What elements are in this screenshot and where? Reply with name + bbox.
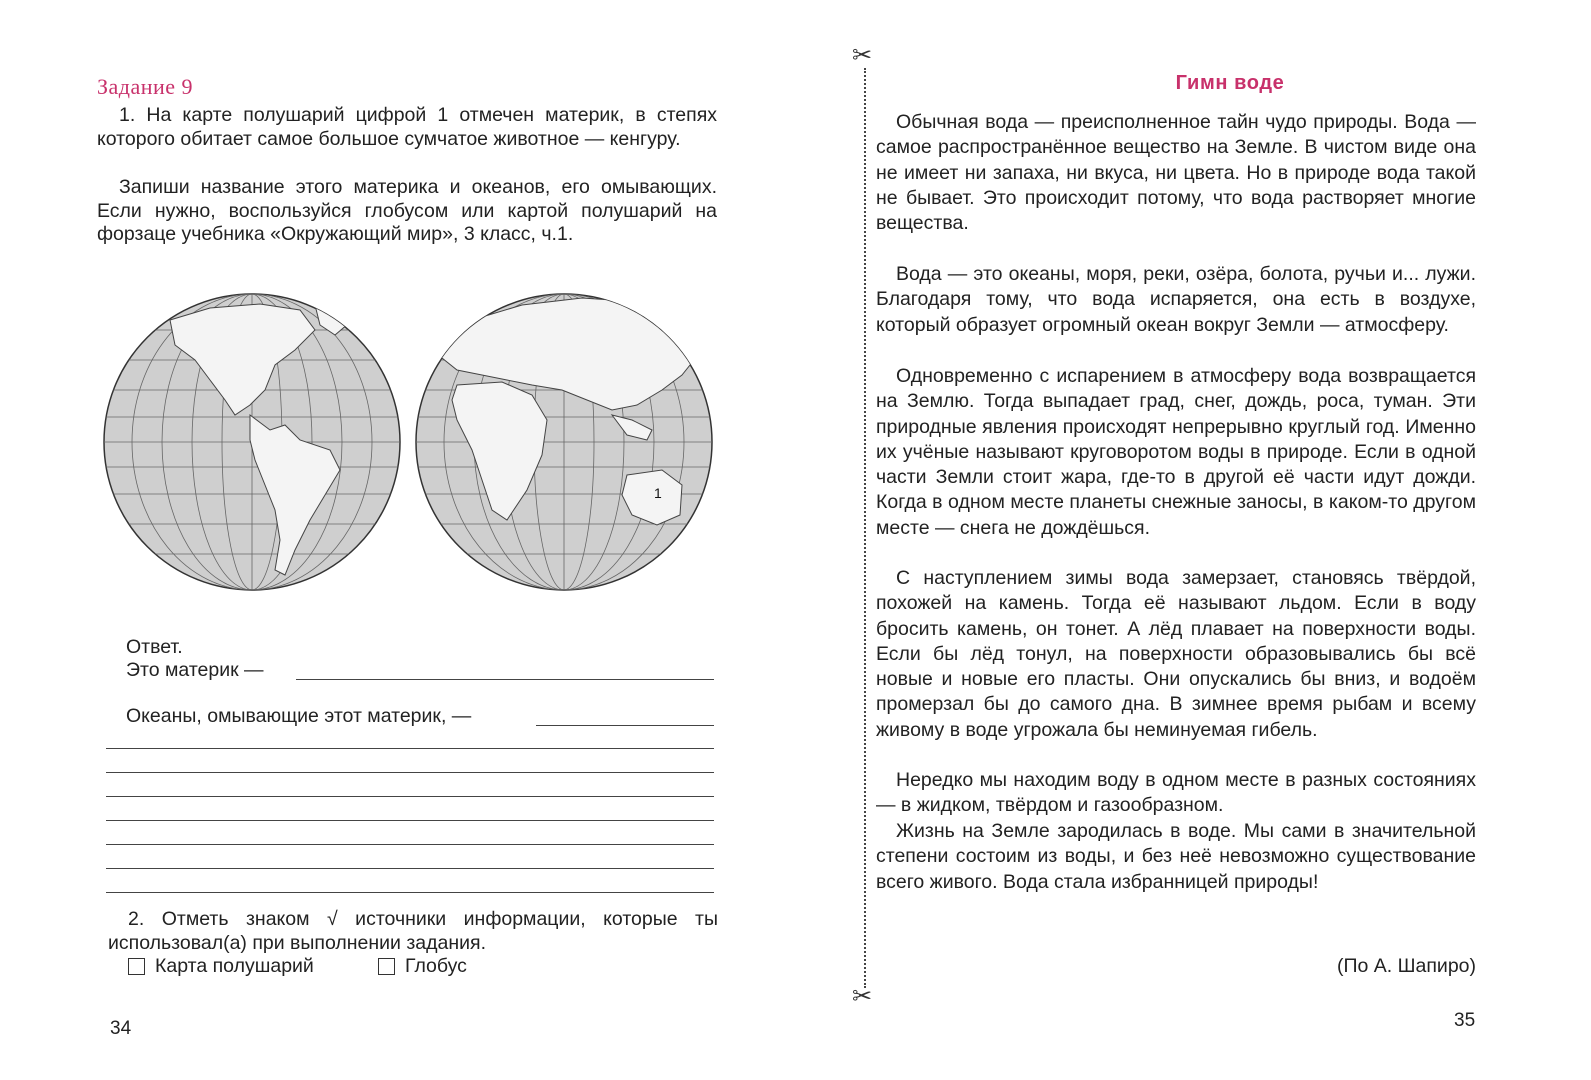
answer-label: Ответ. [126,636,183,658]
answer-line[interactable] [106,820,714,821]
answer-line[interactable] [106,844,714,845]
hemispheres-map [100,290,720,600]
author-credit: (По А. Шапиро) [1337,955,1476,977]
task-instruction-2: Запиши название этого материка и океанов, его омывающих. Если нужно, воспользуйся глобусом или картой полушарий на форзаце учебника «Окружающий мир», 3 класс, ч.1. [97,176,717,245]
text-title: Гимн воде [1175,72,1285,94]
scissors-icon: ✂ [852,983,873,1010]
checkbox[interactable] [378,958,395,975]
checkbox-map-option[interactable] [128,955,314,978]
text-paragraph-5: Нередко мы находим воду в одном месте в разных состояниях — в жидком, твёрдом и газообразном. [876,769,1476,817]
checkbox-globe-option[interactable] [378,955,467,978]
text-paragraph-2: Вода — это океаны, моря, реки, озёра, болота, ручьи и... лужи. Благодаря тому, что вода испаряется, она есть в воздухе, который образует огромный океан вокруг Земли — атмосферу. [876,263,1476,336]
answer-continent-label: Это материк — [126,659,264,681]
checkbox-map-label: Карта полушарий [155,955,314,977]
text-paragraph-3: Одновременно с испарением в атмосферу вода возвращается на Землю. Тогда выпадает град, снег, дождь, роса, туман. Эти природные явления происходят непрерывно круглый год. Именно их учёные называют круговоротом воды в природе. Если в одной части Земли стоит жара, где-то в другой её части идут дожди. Когда в одном месте планеты снежные заносы, в каком-то другом месте — снега не дождёшься. [876,365,1476,539]
text-paragraph-6: Жизнь на Земле зародилась в воде. Мы сами в значительной степени состоим из воды, и без неё невозможно существование всего живого. Вода стала избранницей природы! [876,820,1476,893]
answer-oceans-label: Океаны, омывающие этот материк, — [126,705,472,727]
western-hemisphere-globe [100,290,405,595]
page-number-right: 35 [1454,1010,1476,1031]
answer-line[interactable] [106,796,714,797]
task-question-2: 2. Отметь знаком √ источники информации, которые ты использовал(а) при выполнении задания. [108,908,718,954]
answer-line[interactable] [106,748,714,749]
eastern-hemisphere-globe [412,290,717,595]
text-paragraph-1: Обычная вода — преисполненное тайн чудо природы. Вода — самое распространённое вещество на Земле. В чистом виде она не имеет ни запаха, ни вкуса, ни цвета. Но в природе вода такой не бывает. Это происходит потому, что вода растворяет многие вещества. [876,111,1476,235]
task-title: Задание 9 [97,74,194,99]
answer-line[interactable] [106,772,714,773]
answer-line[interactable] [106,892,714,893]
checkbox[interactable] [128,958,145,975]
answer-line[interactable] [106,868,714,869]
oceans-answer-line[interactable] [536,725,714,726]
continent-answer-line[interactable] [296,679,714,680]
map-marker-1: 1 [654,485,662,501]
scissors-icon: ✂ [852,42,873,69]
checkbox-globe-label: Глобус [405,955,467,977]
page-number-left: 34 [110,1018,132,1039]
task-instruction-1: 1. На карте полушарий цифрой 1 отмечен материк, в степях которого обитает самое большое сумчатое животное — кенгуру. [97,104,717,150]
text-paragraph-4: С наступлением зимы вода замерзает, становясь твёрдой, похожей на камень. Тогда её называют льдом. Если в воду бросить камень, он тонет. А лёд плавает на поверхности воды. Если бы лёд тонул, на поверхности образовывались бы всё новые и новые его пласты. Они опускались бы вниз, и водоём промерзал бы до самого дна. В зимнее время рыбам и всему живому в воде угрожала бы неминуемая гибель. [876,567,1476,741]
right-page [860,0,1591,1080]
